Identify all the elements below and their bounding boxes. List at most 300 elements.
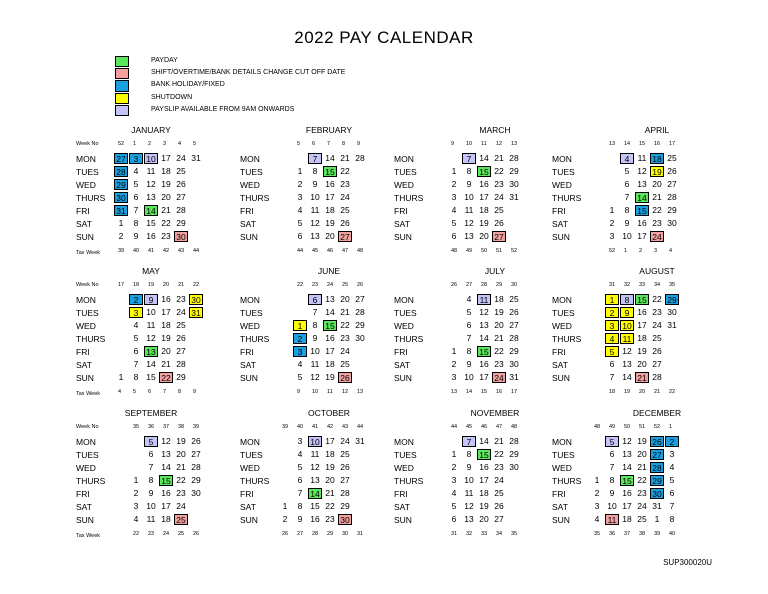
date-cell: 22 <box>494 449 504 459</box>
date-cell: 28 <box>667 192 677 202</box>
tax-week-number: 2 <box>639 248 643 254</box>
date-cell: 16 <box>310 514 320 524</box>
date-cell: 20 <box>637 359 647 369</box>
month-name: MARCH <box>479 125 511 135</box>
day-label: WED <box>240 463 260 473</box>
date-cell-payslip: 10 <box>144 153 158 164</box>
date-cell: 2 <box>133 488 139 498</box>
week-number: 17 <box>669 141 676 147</box>
week-number: 9 <box>357 141 361 147</box>
date-cell: 17 <box>479 475 489 485</box>
week-number: 49 <box>609 424 616 430</box>
date-cell: 14 <box>161 462 171 472</box>
date-cell: 23 <box>325 514 335 524</box>
week-number: 5 <box>193 141 197 147</box>
date-cell: 12 <box>146 179 156 189</box>
month-name: AUGUST <box>639 266 675 276</box>
date-cell: 24 <box>340 192 350 202</box>
month-april <box>552 125 702 254</box>
day-label: WED <box>552 180 572 190</box>
day-label: THURS <box>76 193 106 203</box>
date-cell: 13 <box>464 514 474 524</box>
week-number: 32 <box>624 282 631 288</box>
day-label: MON <box>240 295 260 305</box>
date-cell: 26 <box>652 346 662 356</box>
date-cell: 9 <box>466 179 472 189</box>
day-label: WED <box>552 321 572 331</box>
date-cell: 5 <box>624 166 630 176</box>
date-cell: 2 <box>594 488 600 498</box>
date-cell: 9 <box>466 462 472 472</box>
tax-week-number: 13 <box>357 389 364 395</box>
date-cell: 8 <box>466 449 472 459</box>
date-cell: 20 <box>479 231 489 241</box>
date-cell: 3 <box>451 192 457 202</box>
date-cell-bank: 30 <box>114 192 128 203</box>
week-number: 22 <box>193 282 200 288</box>
date-cell-cutoff: 30 <box>338 514 352 525</box>
date-cell: 26 <box>340 218 350 228</box>
tax-week-label: Tax Week <box>76 250 101 256</box>
week-number: 47 <box>496 424 503 430</box>
date-cell: 20 <box>161 346 171 356</box>
legend-label: SHIFT/OVERTIME/BANK DETAILS CHANGE CUT OFF DATE <box>151 69 346 77</box>
date-cell: 7 <box>609 462 615 472</box>
day-label: SUN <box>76 515 94 525</box>
week-number: 11 <box>481 141 487 147</box>
date-cell: 25 <box>494 205 504 215</box>
week-number: 29 <box>496 282 503 288</box>
date-cell-cutoff: 26 <box>338 372 352 383</box>
date-cell: 16 <box>161 294 171 304</box>
date-cell: 12 <box>310 462 320 472</box>
date-cell: 26 <box>191 436 201 446</box>
date-cell: 17 <box>325 436 335 446</box>
date-cell: 30 <box>667 218 677 228</box>
day-label: MON <box>394 154 414 164</box>
day-label: TUES <box>76 308 99 318</box>
week-number: 21 <box>178 282 185 288</box>
date-cell: 14 <box>325 307 335 317</box>
date-cell: 25 <box>667 153 677 163</box>
tax-week-number: 29 <box>327 531 334 537</box>
date-cell: 12 <box>146 333 156 343</box>
date-cell: 7 <box>133 205 139 215</box>
date-cell: 17 <box>161 153 171 163</box>
week-number: 36 <box>148 424 155 430</box>
date-cell: 28 <box>191 462 201 472</box>
date-cell: 15 <box>146 218 156 228</box>
date-cell: 13 <box>325 294 335 304</box>
date-cell: 13 <box>622 449 632 459</box>
date-cell: 28 <box>509 333 519 343</box>
date-cell: 27 <box>667 179 677 189</box>
date-cell: 5 <box>451 218 457 228</box>
tax-week-number: 48 <box>451 248 458 254</box>
date-cell: 25 <box>340 359 350 369</box>
date-cell-cutoff: 27 <box>492 231 506 242</box>
date-cell: 16 <box>622 488 632 498</box>
date-cell: 14 <box>479 153 489 163</box>
date-cell: 10 <box>146 307 156 317</box>
date-cell: 3 <box>133 501 139 511</box>
date-cell-payday: 15 <box>477 166 491 177</box>
date-cell: 3 <box>669 449 675 459</box>
day-label: SAT <box>394 502 410 512</box>
date-cell: 18 <box>325 359 335 369</box>
date-cell: 7 <box>133 359 139 369</box>
week-number: 12 <box>496 141 503 147</box>
date-cell: 13 <box>622 359 632 369</box>
date-cell-shutdown: 3 <box>605 320 619 331</box>
date-cell: 5 <box>669 475 675 485</box>
week-number: 18 <box>133 282 140 288</box>
date-cell: 7 <box>148 462 154 472</box>
date-cell: 10 <box>622 231 632 241</box>
date-cell: 21 <box>325 488 335 498</box>
date-cell: 28 <box>355 153 365 163</box>
date-cell: 29 <box>509 166 519 176</box>
week-number: 39 <box>282 424 289 430</box>
date-cell: 7 <box>669 501 675 511</box>
date-cell-bank: 28 <box>114 166 128 177</box>
day-label: WED <box>552 463 572 473</box>
week-number: 24 <box>327 282 334 288</box>
day-label: SUN <box>552 373 570 383</box>
tax-week-number: 17 <box>511 389 518 395</box>
week-number: 4 <box>178 141 182 147</box>
day-label: WED <box>76 321 96 331</box>
date-cell: 29 <box>191 475 201 485</box>
date-cell-shutdown: 11 <box>620 333 634 344</box>
date-cell: 20 <box>479 514 489 524</box>
date-cell: 28 <box>340 488 350 498</box>
date-cell: 10 <box>464 372 474 382</box>
date-cell-payslip: 11 <box>477 294 491 305</box>
week-number: 19 <box>148 282 155 288</box>
date-cell: 1 <box>133 475 139 485</box>
day-label: SAT <box>76 502 92 512</box>
date-cell: 6 <box>148 449 154 459</box>
month-october <box>240 408 390 537</box>
date-cell-payday: 15 <box>477 449 491 460</box>
date-cell: 14 <box>325 153 335 163</box>
date-cell: 12 <box>161 436 171 446</box>
week-number: 44 <box>451 424 458 430</box>
date-cell: 7 <box>297 488 303 498</box>
date-cell: 4 <box>594 514 600 524</box>
tax-week-number: 39 <box>118 248 125 254</box>
date-cell-bank: 2 <box>293 333 307 344</box>
date-cell: 2 <box>451 359 457 369</box>
date-cell: 22 <box>494 166 504 176</box>
tax-week-number: 26 <box>193 531 200 537</box>
week-number: 22 <box>297 282 304 288</box>
date-cell: 14 <box>622 372 632 382</box>
date-cell: 14 <box>479 333 489 343</box>
date-cell-bank: 26 <box>650 436 664 447</box>
tax-week-number: 52 <box>609 248 616 254</box>
date-cell: 2 <box>118 231 124 241</box>
day-label: MON <box>76 437 96 447</box>
date-cell: 31 <box>355 436 365 446</box>
tax-week-number: 14 <box>466 389 473 395</box>
date-cell: 11 <box>637 153 647 163</box>
date-cell: 20 <box>161 192 171 202</box>
date-cell: 24 <box>340 436 350 446</box>
date-cell-bank: 29 <box>650 475 664 486</box>
date-cell-bank: 31 <box>114 205 128 216</box>
date-cell: 24 <box>176 307 186 317</box>
date-cell: 8 <box>466 166 472 176</box>
tax-week-number: 12 <box>342 389 349 395</box>
date-cell: 7 <box>312 307 318 317</box>
date-cell-payday: 15 <box>477 346 491 357</box>
day-label: WED <box>240 180 260 190</box>
date-cell: 12 <box>637 166 647 176</box>
date-cell: 29 <box>509 449 519 459</box>
day-label: FRI <box>394 489 408 499</box>
week-number: 52 <box>118 141 125 147</box>
tax-week-number: 7 <box>163 389 167 395</box>
date-cell: 15 <box>146 372 156 382</box>
date-cell: 2 <box>297 179 303 189</box>
date-cell-cutoff: 25 <box>174 514 188 525</box>
date-cell: 18 <box>637 333 647 343</box>
day-label: WED <box>394 463 414 473</box>
date-cell: 22 <box>652 294 662 304</box>
date-cell: 26 <box>667 166 677 176</box>
date-cell: 27 <box>191 449 201 459</box>
date-cell: 25 <box>494 488 504 498</box>
date-cell: 6 <box>297 231 303 241</box>
day-label: SUN <box>552 515 570 525</box>
day-label: SAT <box>552 360 568 370</box>
date-cell: 6 <box>133 192 139 202</box>
week-number: 9 <box>451 141 455 147</box>
date-cell-payslip: 9 <box>144 294 158 305</box>
date-cell: 3 <box>297 436 303 446</box>
month-name: OCTOBER <box>308 408 350 418</box>
date-cell: 23 <box>637 488 647 498</box>
date-cell-cutoff: 30 <box>174 231 188 242</box>
date-cell-cutoff: 24 <box>650 231 664 242</box>
day-label: SAT <box>552 219 568 229</box>
date-cell-shutdown: 10 <box>620 320 634 331</box>
date-cell: 11 <box>146 514 156 524</box>
tax-week-number: 37 <box>624 531 631 537</box>
week-number: 33 <box>639 282 646 288</box>
date-cell: 29 <box>509 346 519 356</box>
date-cell: 17 <box>161 501 171 511</box>
month-january <box>76 125 226 256</box>
day-label: FRI <box>76 347 90 357</box>
date-cell: 21 <box>494 153 504 163</box>
date-cell: 6 <box>466 320 472 330</box>
date-cell: 27 <box>176 192 186 202</box>
legend-swatch-payday <box>115 56 129 67</box>
day-label: SUN <box>240 232 258 242</box>
day-label: SAT <box>394 360 410 370</box>
day-label: TUES <box>552 167 575 177</box>
date-cell: 19 <box>325 218 335 228</box>
document-code: SUP300020U <box>663 558 712 567</box>
tax-week-number: 23 <box>148 531 155 537</box>
date-cell-bank: 2 <box>129 294 143 305</box>
day-label: THURS <box>76 334 106 344</box>
tax-week-number: 49 <box>466 248 473 254</box>
date-cell: 5 <box>451 501 457 511</box>
week-number: 3 <box>163 141 167 147</box>
date-cell: 9 <box>312 179 318 189</box>
date-cell: 2 <box>451 179 457 189</box>
day-label: WED <box>76 463 96 473</box>
week-no-label: Week No <box>76 282 99 288</box>
tax-week-number: 42 <box>163 248 170 254</box>
date-cell: 20 <box>494 320 504 330</box>
date-cell: 14 <box>479 436 489 446</box>
tax-week-number: 35 <box>594 531 601 537</box>
tax-week-number: 35 <box>511 531 518 537</box>
date-cell: 28 <box>176 359 186 369</box>
date-cell: 4 <box>133 514 139 524</box>
day-label: MON <box>76 154 96 164</box>
date-cell: 20 <box>325 231 335 241</box>
date-cell: 22 <box>637 475 647 485</box>
date-cell: 1 <box>594 475 600 485</box>
day-label: WED <box>76 180 96 190</box>
date-cell-payday: 13 <box>144 346 158 357</box>
day-label: MON <box>552 295 572 305</box>
week-number: 40 <box>297 424 304 430</box>
week-number: 25 <box>342 282 349 288</box>
date-cell: 30 <box>667 307 677 317</box>
week-number: 2 <box>148 141 152 147</box>
date-cell: 6 <box>451 514 457 524</box>
day-label: FRI <box>394 347 408 357</box>
tax-week-number: 40 <box>669 531 676 537</box>
date-cell-shutdown: 9 <box>620 307 634 318</box>
date-cell: 19 <box>494 307 504 317</box>
week-number: 35 <box>669 282 676 288</box>
day-label: MON <box>552 154 572 164</box>
date-cell: 24 <box>637 501 647 511</box>
date-cell: 27 <box>494 514 504 524</box>
tax-week-number: 19 <box>624 389 631 395</box>
day-label: FRI <box>240 347 254 357</box>
date-cell: 1 <box>282 501 288 511</box>
date-cell-payday: 14 <box>635 192 649 203</box>
date-cell: 25 <box>340 205 350 215</box>
day-label: SAT <box>76 219 92 229</box>
date-cell: 2 <box>282 514 288 524</box>
day-label: TUES <box>240 450 263 460</box>
date-cell-bank: 15 <box>635 205 649 216</box>
date-cell: 10 <box>607 501 617 511</box>
day-label: SAT <box>394 219 410 229</box>
date-cell: 4 <box>133 166 139 176</box>
date-cell: 31 <box>509 372 519 382</box>
date-cell: 31 <box>652 501 662 511</box>
tax-week-number: 44 <box>193 248 200 254</box>
day-label: SUN <box>240 373 258 383</box>
day-label: SUN <box>240 515 258 525</box>
date-cell: 18 <box>161 514 171 524</box>
tax-week-number: 11 <box>327 389 333 395</box>
week-number: 43 <box>342 424 349 430</box>
legend-swatch-payslip <box>115 105 129 116</box>
date-cell: 13 <box>310 475 320 485</box>
date-cell: 1 <box>118 372 124 382</box>
tax-week-number: 5 <box>133 389 137 395</box>
date-cell: 1 <box>118 218 124 228</box>
tax-week-number: 47 <box>342 248 349 254</box>
day-label: SAT <box>552 502 568 512</box>
tax-week-number: 16 <box>496 389 503 395</box>
month-name: JANUARY <box>131 125 171 135</box>
date-cell: 16 <box>325 333 335 343</box>
date-cell: 8 <box>669 514 675 524</box>
month-name: JULY <box>484 266 506 276</box>
date-cell: 17 <box>479 372 489 382</box>
month-name: MAY <box>142 266 160 276</box>
tax-week-number: 22 <box>669 389 676 395</box>
day-label: THURS <box>552 334 582 344</box>
date-cell: 4 <box>297 205 303 215</box>
date-cell-payday: 14 <box>308 488 322 499</box>
date-cell: 29 <box>176 218 186 228</box>
date-cell: 25 <box>340 449 350 459</box>
date-cell: 9 <box>624 218 630 228</box>
date-cell-payday: 15 <box>323 166 337 177</box>
date-cell: 20 <box>340 294 350 304</box>
date-cell: 18 <box>494 294 504 304</box>
tax-week-number: 30 <box>342 531 349 537</box>
date-cell: 23 <box>652 307 662 317</box>
tax-week-number: 21 <box>654 389 661 395</box>
date-cell: 21 <box>652 192 662 202</box>
tax-week-number: 31 <box>451 531 458 537</box>
week-number: 51 <box>639 424 646 430</box>
tax-week-number: 8 <box>178 389 182 395</box>
date-cell: 27 <box>355 294 365 304</box>
date-cell: 24 <box>652 320 662 330</box>
week-number: 14 <box>624 141 631 147</box>
week-number: 39 <box>193 424 200 430</box>
date-cell: 22 <box>652 205 662 215</box>
day-label: WED <box>394 321 414 331</box>
date-cell: 9 <box>609 488 615 498</box>
date-cell-payday: 15 <box>323 320 337 331</box>
day-label: TUES <box>240 167 263 177</box>
day-label: SAT <box>76 360 92 370</box>
date-cell-bank: 18 <box>650 153 664 164</box>
date-cell-payslip: 7 <box>462 153 476 164</box>
day-label: WED <box>394 180 414 190</box>
date-cell: 30 <box>355 333 365 343</box>
week-number: 17 <box>118 282 125 288</box>
day-label: TUES <box>394 167 417 177</box>
tax-week-number: 38 <box>639 531 646 537</box>
tax-week-number: 24 <box>163 531 170 537</box>
week-number: 34 <box>654 282 661 288</box>
week-number: 28 <box>481 282 488 288</box>
date-cell: 16 <box>479 359 489 369</box>
date-cell: 19 <box>479 501 489 511</box>
week-number: 30 <box>511 282 518 288</box>
date-cell: 9 <box>466 359 472 369</box>
date-cell: 20 <box>652 179 662 189</box>
